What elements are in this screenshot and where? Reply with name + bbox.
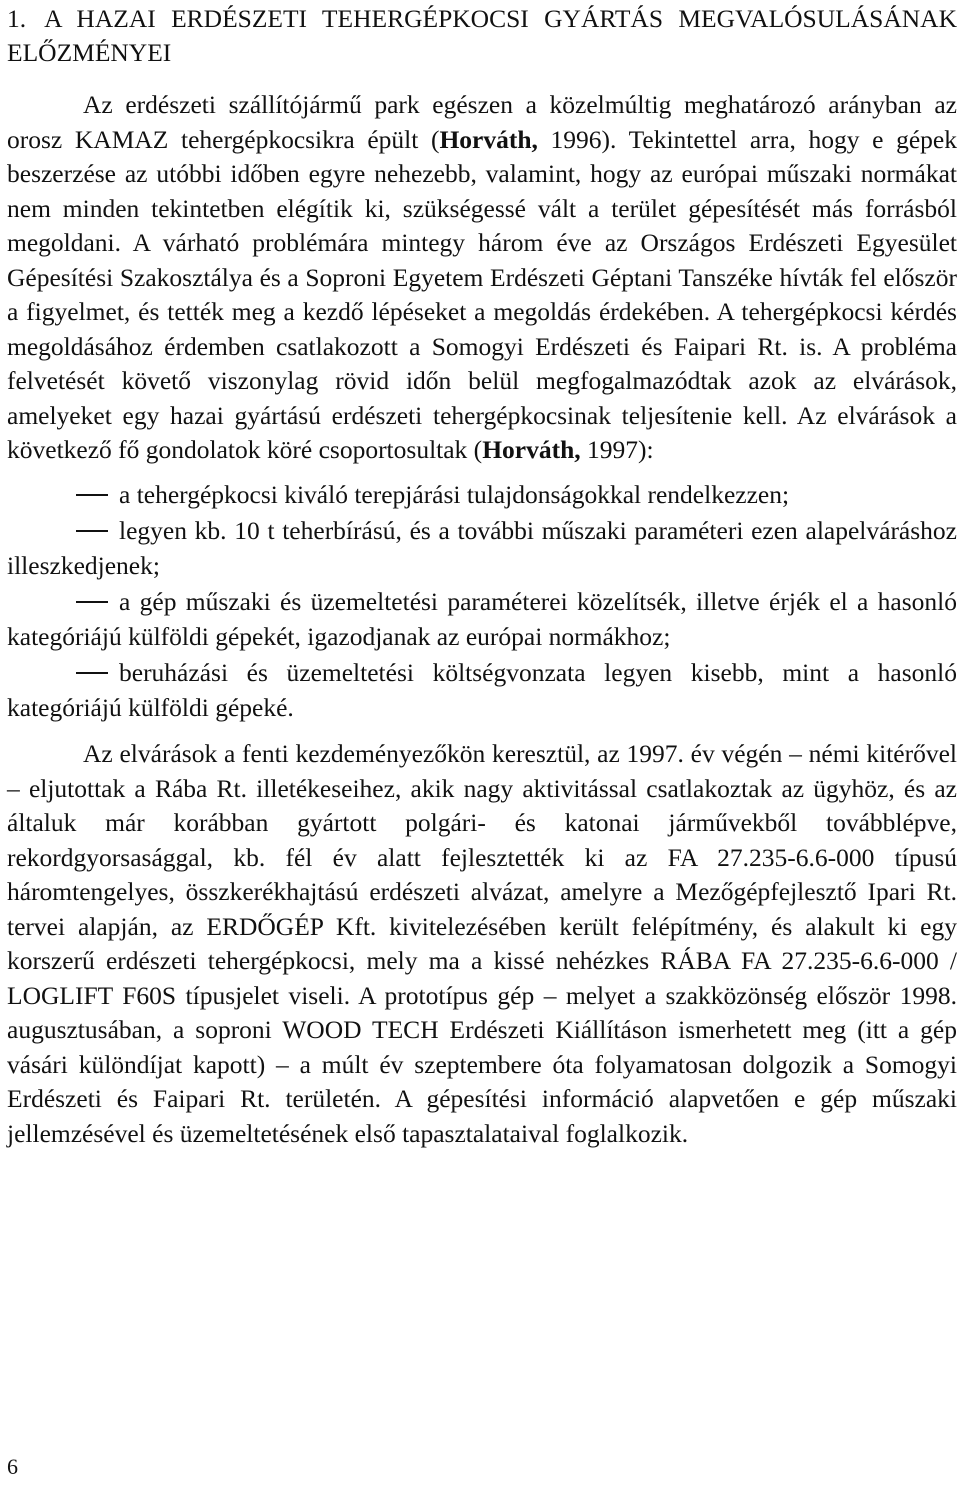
document-page [7,0,957,1151]
list-item-text: legyen kb. 10 t teherbírású, és a további műszaki paraméteri ezen alapelváráshoz illeszkedjenek; [7,516,957,580]
list-item [7,585,957,654]
dash-bullet-icon [76,530,108,532]
paragraph-text: 1997): [580,435,654,464]
list-item-text: a tehergépkocsi kiváló terepjárási tulajdonságokkal rendelkezzen; [119,479,790,509]
paragraph-text: 1996). Tekintettel arra, hogy e gépek beszerzése az utóbbi időben egyre nehezebb, valamint, hogy az európai műszaki normákat nem minden tekintetben elégítik ki, szükségessé vált a terület gépesítését más forrásból megoldani. A várható problémára mintegy három éve az Országos Erdészeti Egyesület Gépesítési Szakosztálya és a Soproni Egyetem Erdészeti Géptani Tanszéke hívták fel először a figyelmet, és tették meg a kezdő lépéseket a megoldás érdekében. A tehergépkocsi kérdés megoldásához érdemben csatlakozott a Somogyi Erdészeti és Faipari Rt. is. A probléma felvetését követő viszonylag rövid időn belül megfogalmazódtak azok az elvárások, amelyeket egy hazai gyártású erdészeti tehergépkocsinak teljesítenie kell. Az elvárások a következő fő gondolatok köré csoportosultak ( [7,124,957,464]
citation-author: Horváth, [482,435,581,464]
requirements-list [7,478,957,726]
list-item [7,514,957,583]
dash-bullet-icon [76,601,108,603]
dash-bullet-icon [76,672,108,674]
citation-author: Horváth, [439,124,538,154]
page-number: 6 [7,1454,18,1479]
list-item-text: beruházási és üzemeltetési költségvonzata legyen kisebb, mint a hasonló kategóriájú külföldi gépeké. [7,658,957,722]
body-paragraph: Az elvárások a fenti kezdeményezőkön keresztül, az 1997. év végén – némi kitérővel – eljutottak a Rába Rt. illetékeseihez, akik nagy aktivitással csatlakoztak az ügyhöz, és az általuk már korábban gyártott polgári- és katonai járművekből továbblépve, rekordgyorsasággal, kb. fél év alatt fejlesztették ki az FA 27.235-6.6-000 típusú háromtengelyes, összkerékhajtású erdészeti alvázat, amelyre a Mezőgépfejlesztő Ipari Rt. tervei alapján, az ERDŐGÉP Kft. kivitelezésében került felépítmény, és alakult ki egy korszerű erdészeti tehergépkocsi, mely ma a kissé nehézkes RÁBA FA 27.235-6.6-000 / LOGLIFT F60S típusjelet viseli. A prototípus gép – melyet a szakközönség először 1998. augusztusában, a soproni WOOD TECH Erdészeti Kiállításon ismerhetett meg (itt a gép vásári különdíjat kapott) – a múlt év szeptembere óta folyamatosan dolgozik a Somogyi Erdészeti és Faipari Rt. területén. A gépesítési információ alapvetően e gép műszaki jellemzésével és üzemeltetésének első tapasztalataival foglalkozik. [7,739,957,1148]
section-heading [7,0,957,70]
section-title: A HAZAI ERDÉSZETI TEHERGÉPKOCSI GYÁRTÁS MEGVALÓSULÁSÁNAK ELŐZMÉNYEI [7,4,957,67]
dash-bullet-icon [76,494,108,496]
section-number: 1. [7,4,27,33]
intro-paragraph [7,88,957,468]
list-item [7,478,957,513]
list-item [7,656,957,725]
list-item-text: a gép műszaki és üzemeltetési paraméterei közelítsék, illetve érjék el a hasonló kategóriájú külföldi gépekét, igazodjanak az európai normákhoz; [7,587,957,651]
paragraph-text: Az erdészeti szállítójármű park egészen a közelmúltig meghatározó arányban az orosz KAMAZ tehergépkocsikra épült ( [7,90,957,154]
